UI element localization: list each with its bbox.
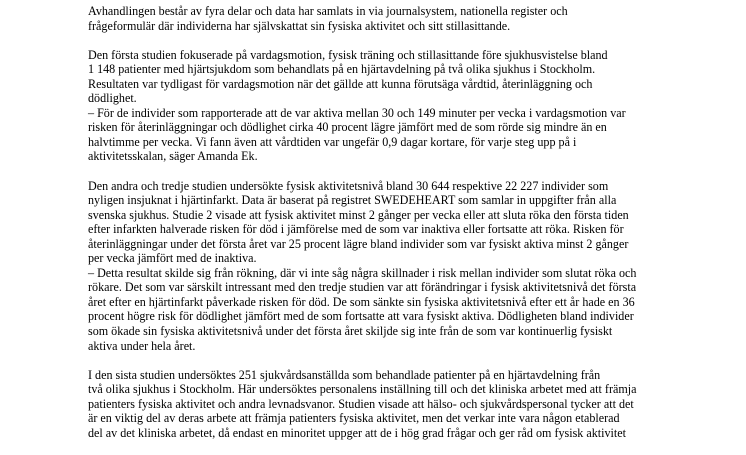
paragraph-study-1: Den första studien fokuserade på vardagsmotion, fysisk träning och stillasittande före sjukhusvistelse bland 1 148 patienter med hjärtsjukdom som behandlats på en hjärtavdelning på två olika sjukhus i Stockholm. Resultaten var tydligast för vardagsmotion när det gällde att kunna förutsäga vårdtid, återinläggning och dödlighet. – För de individer som rapporterade att de var aktiva mellan 30 och 149 minuter per vecka i vardagsmotion var risken för återinläggningar och dödlighet cirka 40 procent lägre jämfört med de som rörde sig mindre än en halvtimme per vecka. Vi fann även att vårdtiden var ungefär 0,9 dagar kortare, för varje steg upp på i aktivitetsskalan, säger Amanda Ek. [88, 47, 626, 164]
paragraph-study-4: I den sista studien undersöktes 251 sjukvårdsanställda som behandlade patienter på en hjärtavdelning från två olika sjukhus i Stockholm. Här undersöktes personalens inställning till och det kliniska arbetet med att främja patienters fysiska aktivitet och andra levnadsvanor. Studien visade att hälso- och sjukvårdspersonal tycker att det är en viktig del av deras arbete att främja patienters fysiska aktivitet, men det verkar inte vara någon etablerad del av det kliniska arbetet, då endast en minoritet uppger att de i hög grad frågar och ger råd om fysisk aktivitet [88, 367, 637, 440]
paragraph-study-2-3: Den andra och tredje studien undersökte fysisk aktivitetsnivå bland 30 644 respektive 22 227 individer som nyligen insjuknat i hjärtinfarkt. Data är baserat på registret SWEDEHEART som samlar in uppgifter från alla svenska sjukhus. Studie 2 visade att fysisk aktivitet minst 2 gånger per vecka eller att sluta röka den första tiden efter infarkten halverade risken för död i jämförelse med de som var inaktiva eller fortsatte att röka. Risken för återinläggningar under det första året var 25 procent lägre bland individer som var fysiskt aktiva minst 2 gånger per vecka jämfört med de inaktiva. – Detta resultat skilde sig från rökning, där vi inte såg några skillnader i risk mellan individer som slutat röka och rökare. Det som var särskilt intressant med den tredje studien var att förändringar i fysisk aktivitetsnivå det första året efter en hjärtinfarkt påverkade risken för död. De som sänkte sin fysiska aktivitetsnivå efter ett år hade en 36 procent högre risk för dödlighet jämfört med de som fortsatte att vara fysiskt aktiva. Dödligheten bland individer som ökade sin fysiska aktivitetsnivå under det första året skiljde sig inte från de som var kontinuerlig fysiskt aktiva under hela året. [88, 178, 637, 353]
paragraph-intro: Avhandlingen består av fyra delar och data har samlats in via journalsystem, nationella register och frågeformulär där individerna har självskattat sin fysiska aktivitet och sitt stillasittande. [88, 4, 568, 33]
document-body [88, 4, 678, 455]
